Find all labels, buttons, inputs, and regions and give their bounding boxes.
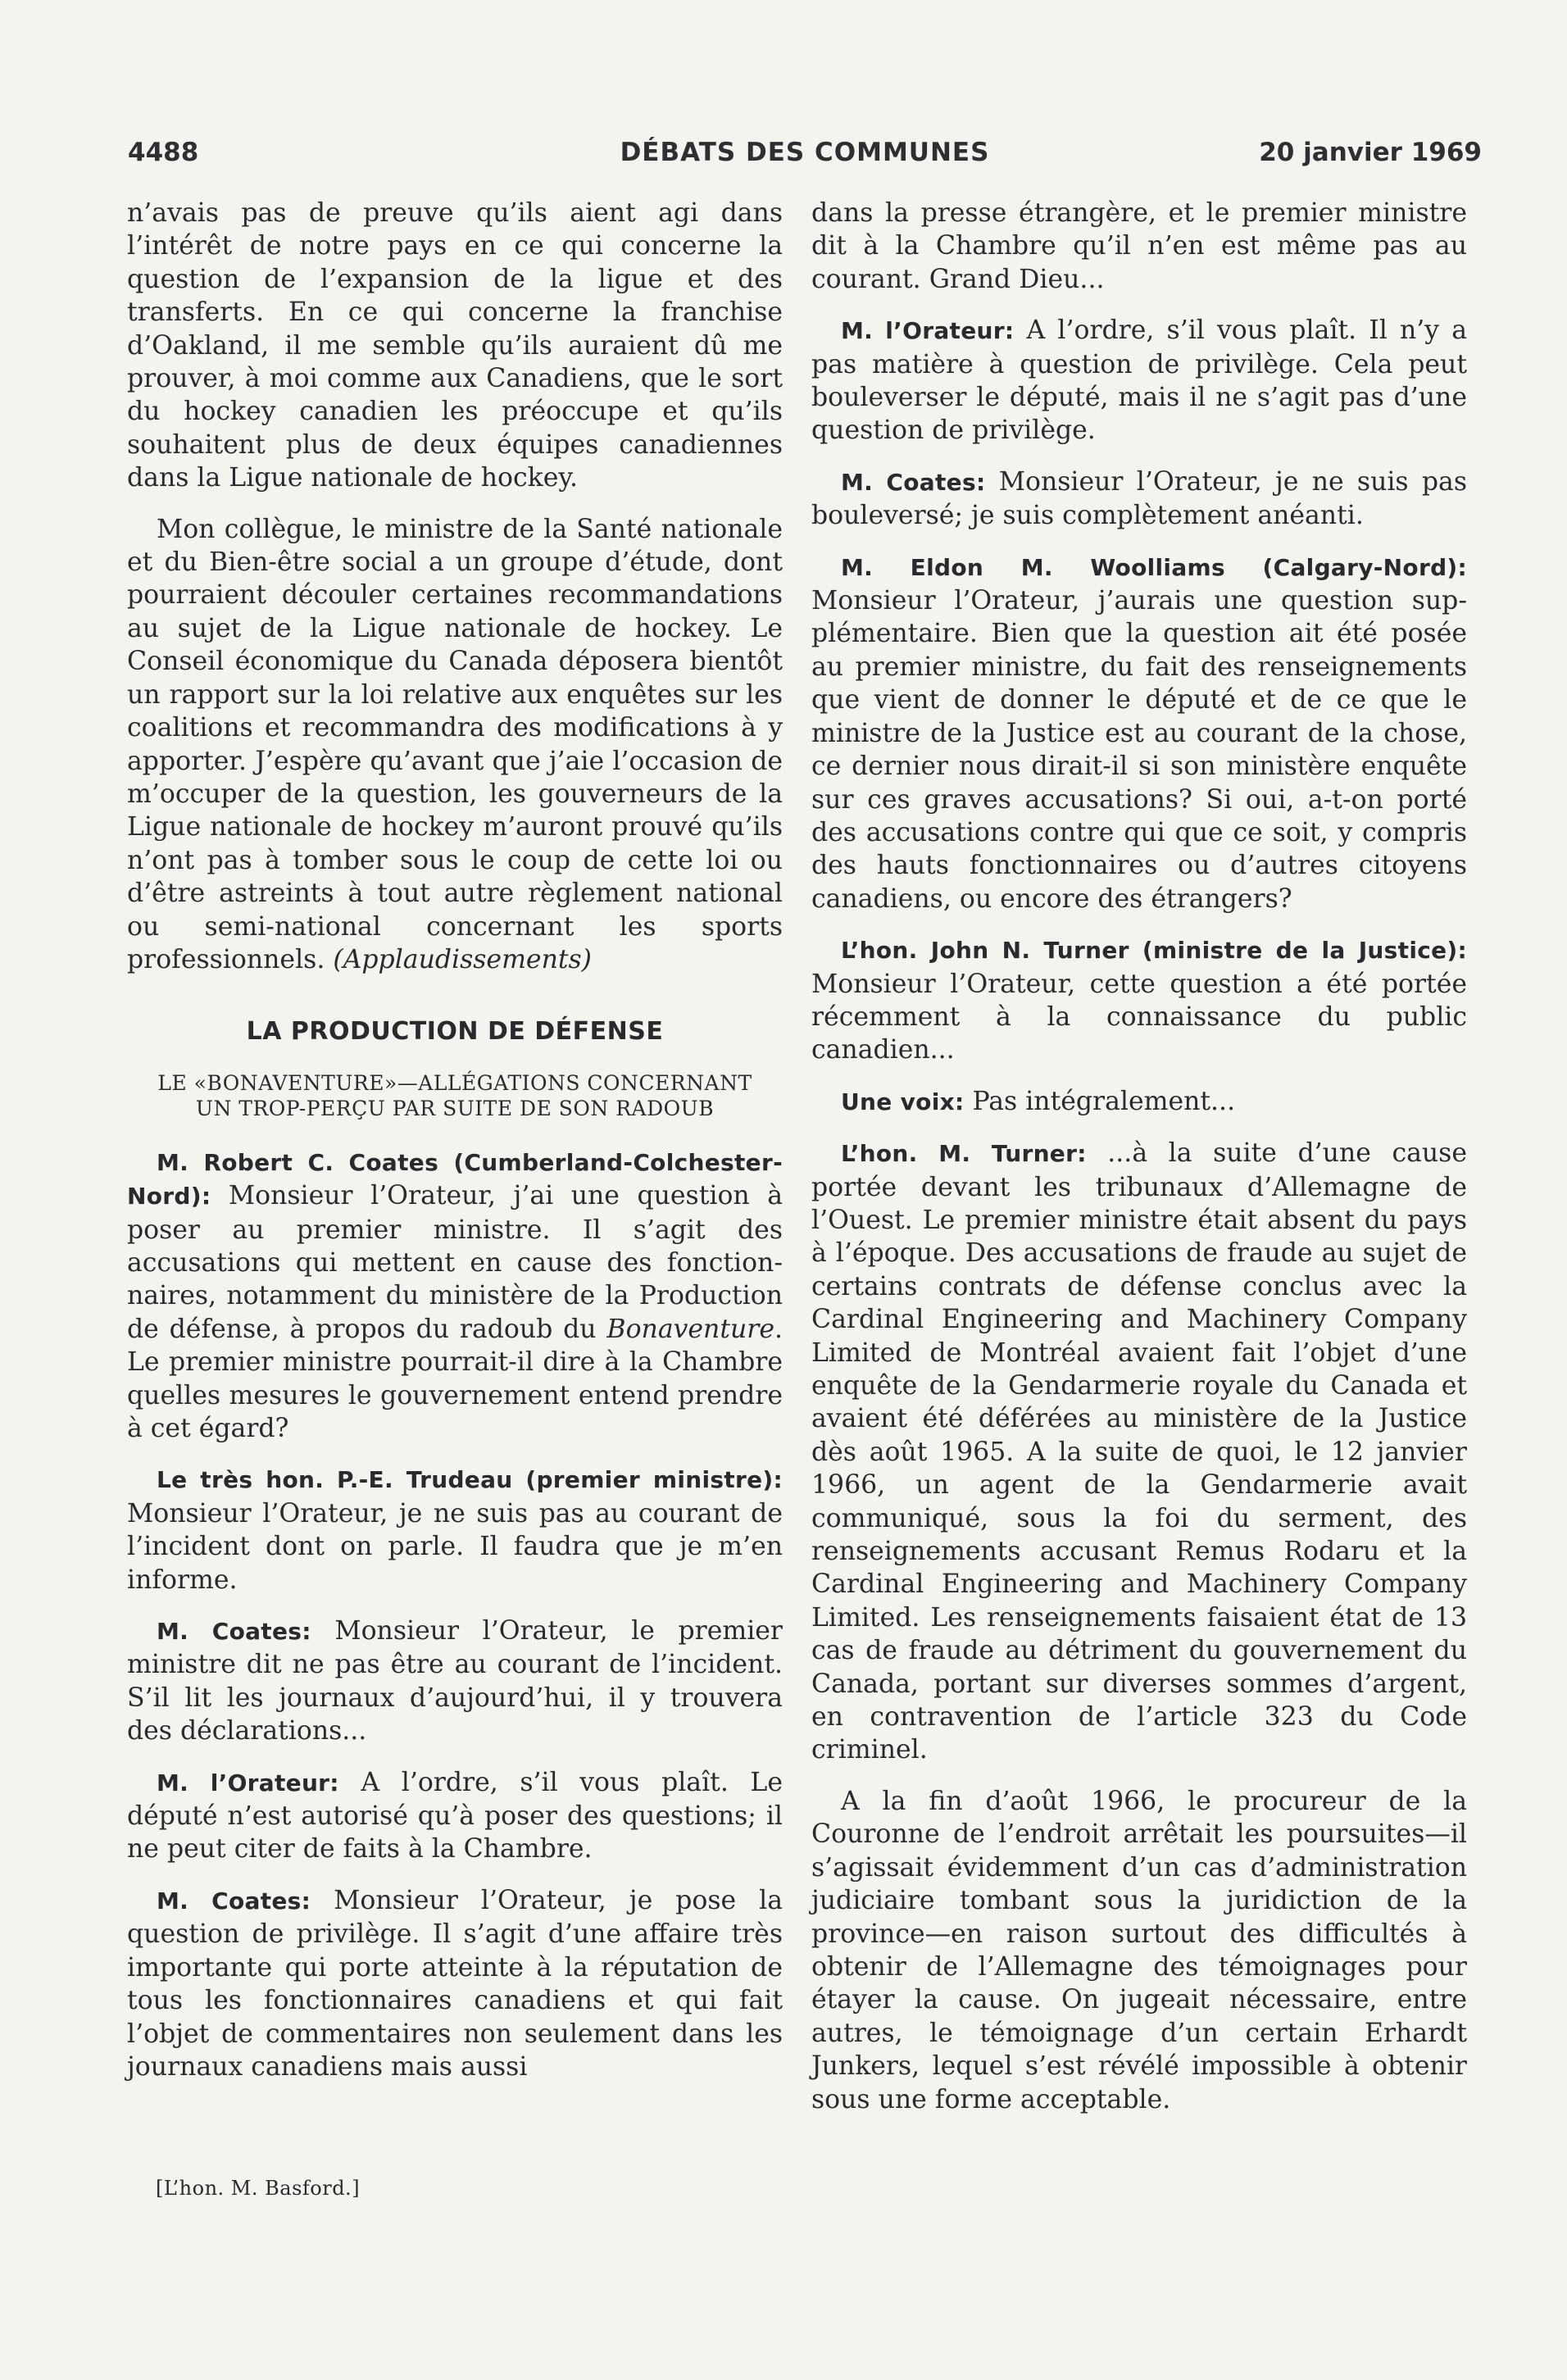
sub-title: LE «BONAVENTURE»—ALLÉGATIONS CONCERNANT UN TROP-PERÇU PAR SUITE DE SON RADOUB: [157, 1070, 752, 1120]
ship-name: Bonaventure: [606, 1314, 774, 1344]
speech-text: Monsieur l’Orateur, cette question a été portée récemment à la connaissance du public canadien...: [811, 969, 1467, 1065]
speaker-name: L’hon. John N. Turner (ministre de la Justice):: [841, 937, 1467, 965]
speech-text: A l’ordre, s’il vous plaît. Il n’y a pas matière à question de privilège. Cela peut bouleverser le député, mais il ne s’agit pas d’une question de privilège.: [811, 316, 1467, 446]
speech-paragraph: [811, 1137, 1467, 1767]
speech-text: Monsieur l’Orateur, je ne suis pas bouleversé; je suis complètement anéanti.: [811, 466, 1467, 531]
left-column: [127, 197, 783, 2101]
speech-text: . Le premier ministre pourrait-il dire à la Chambre quelles mesures le gouvernement entend prendre à cet égard?: [127, 1314, 783, 1443]
speech-paragraph: [127, 1463, 783, 1597]
speaker-name: M. Robert C. Coates (Cumberland-Colchester-Nord):: [127, 1148, 783, 1210]
speech-text: Monsieur l’Orateur, j’aurais une question supplémentaire. Bien que la question ait été posée au premier ministre, du fait des renseignements que vient de donner le député et de ce que le ministre de la Justice est au courant de la chose, ce dernier nous dirait-il si son ministère enquête sur ces graves accusations? Si oui, a-t-on porté des accusations contre qui que ce soit, y compris des hauts fonctionnaires ou d’autres citoyens canadiens, ou encore des étrangers?: [811, 586, 1467, 914]
speech-paragraph: [811, 933, 1467, 1067]
speaker-name: M. Coates:: [157, 1887, 311, 1914]
applause-note: (Applaudissements): [333, 944, 592, 974]
paragraph: A la fin d’août 1966, le procureur de la Couronne de l’endroit arrêtait les poursuites—il s’agissait évidemment d’un cas d’administration judiciaire tombant sous la juridiction de la province—en raison surtout des difficultés à obtenir de l’Allemagne des témoignages pour étayer la cause. On jugeait nécessaire, entre autres, le témoignage d’un certain Erhardt Junkers, lequel s’est révélé impossible à obtenir sous une forme acceptable.: [811, 1786, 1467, 2114]
speech-text: Pas intégralement...: [964, 1086, 1236, 1116]
speech-text: Monsieur l’Orateur, le premier ministre dit ne pas être au courant de l’incident. S’il lit les journaux d’aujourd’hui, il y trouvera des déclarations...: [127, 1616, 783, 1746]
speech-text: Monsieur l’Orateur, j’ai une question à poser au premier ministre. Il s’agit des accusations qui mettent en cause des fonctionnaires, notamment du ministère de la Production de défense, à propos du radoub du: [127, 1181, 783, 1344]
speaker-footnote: [L’hon. M. Basford.]: [156, 2177, 361, 2200]
paragraph: dans la presse étrangère, et le premier ministre dit à la Chambre qu’il n’en est même pas au courant. Grand Dieu...: [811, 198, 1467, 294]
right-column: [811, 197, 1467, 2134]
paragraph: n’avais pas de preuve qu’ils aient agi dans l’intérêt de notre pays en ce qui concerne la question de l’expansion de la ligue et des transferts. En ce qui concerne la franchise d’Oakland, il me semble qu’ils auraient dû me prouver, à moi comme aux Canadiens, que le sort du hockey canadien les préoccupe et qu’ils souhaitent plus de deux équipes canadiennes dans la Ligue nationale de hockey.: [127, 198, 783, 493]
speaker-name: M. Coates:: [157, 1618, 311, 1646]
speaker-name: M. Eldon M. Woolliams (Calgary-Nord):: [841, 553, 1467, 581]
paragraph-text: Mon collègue, le ministre de la Santé nationale et du Bien-être social a un groupe d’étude, dont pourraient découler certaines recommandations au sujet de la Ligue nationale de hockey. Le Conseil économique du Canada déposera bientôt un rapport sur la loi relative aux enquêtes sur les coalitions et recommandra des modifications à y apporter. J’espère qu’avant que j’aie l’occasion de m’occuper de la question, les gouverneurs de la Ligue nationale de hockey m’auront prouvé qu’ils n’ont pas à tomber sous le coup de cette loi ou d’être astreints à tout autre règlement national ou semi-national concernant les sports professionnels.: [127, 514, 783, 974]
section-title: LA PRODUCTION DE DÉFENSE: [246, 1017, 664, 1047]
speaker-name: Le très hon. P.-E. Trudeau (premier ministre):: [157, 1466, 783, 1494]
paragraph: [127, 513, 783, 977]
speech-paragraph: [811, 466, 1467, 533]
speech-paragraph: [127, 1766, 783, 1866]
page-date: 20 janvier 1969: [1259, 138, 1482, 167]
speech-paragraph: [811, 314, 1467, 447]
speaker-name: M. l’Orateur:: [157, 1769, 339, 1796]
speaker-name: Une voix:: [841, 1088, 965, 1115]
speech-text: Monsieur l’Orateur, je ne suis pas au courant de l’incident dont on parle. Il faudra que je m’en informe.: [127, 1498, 783, 1595]
speaker-name: M. Coates:: [841, 468, 986, 496]
publication-title: DÉBATS DES COMMUNES: [620, 138, 990, 167]
speech-paragraph: [811, 551, 1467, 915]
page-header: [128, 138, 1482, 174]
page-number: 4488: [128, 138, 199, 167]
speech-text: ...à la suite d’une cause portée devant les tribunaux d’Allemagne de l’Ouest. Le premier ministre était absent du pays à l’époque. Des accusations de fraude au sujet de certains contrats de défense conclus avec la Cardinal Engineering and Machinery Company Limited de Montréal avaient fait l’objet d’une enquête de la Gendarmerie royale du Canada et avaient été déférées au ministère de la Justice dès août 1965. A la suite de quoi, le 12 janvier 1966, un agent de la Gendarmerie avait communiqué, sous la foi du serment, des renseignements accusant Remus Rodaru et la Cardinal Engineering and Machinery Company Limited. Les renseignements faisaient état de 13 cas de fraude au détriment du gouvernement du Canada, portant sur diverses sommes d’argent, en contravention de l’article 323 du Code criminel.: [811, 1138, 1467, 1765]
speech-paragraph: [127, 1884, 783, 2083]
speech-text: Monsieur l’Orateur, je pose la question de privilège. Il s’agit d’une affaire très importante qui porte atteinte à la réputation de tous les fonctionnaires canadiens et qui fait l’objet de commentaires non seulement dans les journaux canadiens mais aussi: [127, 1885, 783, 2082]
speech-text: A l’ordre, s’il vous plaît. Le député n’est autorisé qu’à poser des questions; il ne peut citer de faits à la Chambre.: [127, 1767, 783, 1864]
speaker-name: L’hon. M. Turner:: [841, 1140, 1087, 1168]
speech-paragraph: [127, 1615, 783, 1748]
speech-paragraph: [811, 1085, 1467, 1119]
speech-paragraph: [127, 1146, 783, 1446]
speaker-name: M. l’Orateur:: [841, 317, 1015, 345]
